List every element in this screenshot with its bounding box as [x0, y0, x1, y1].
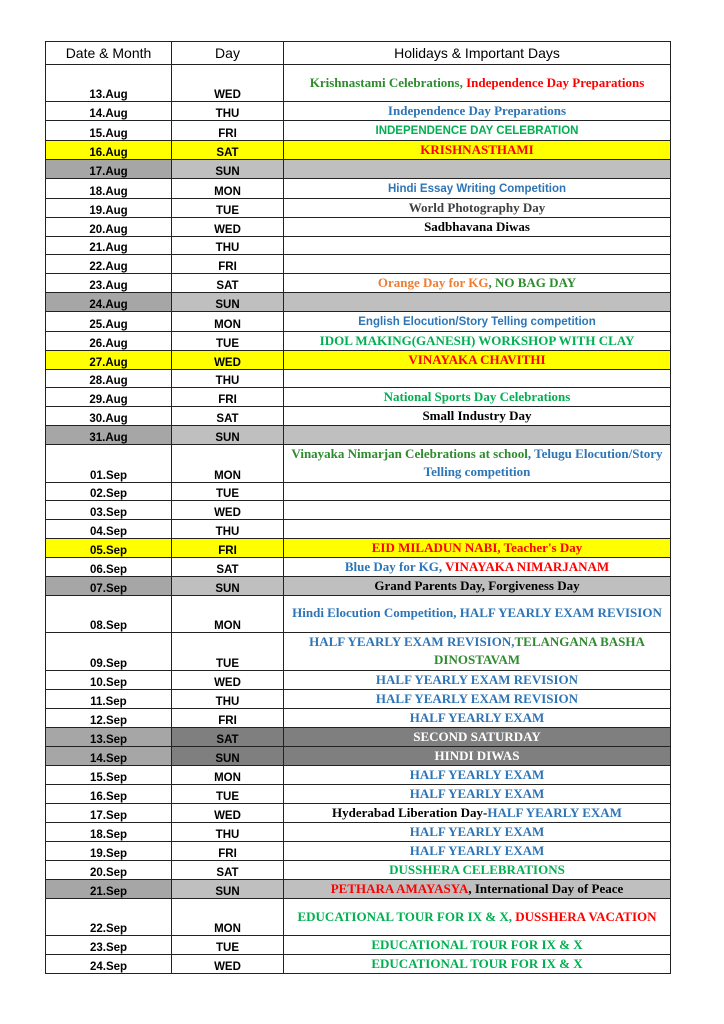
table-row: [46, 426, 671, 445]
table-row: [46, 273, 671, 292]
day-cell: SAT: [172, 273, 284, 292]
holiday-cell: [284, 331, 671, 350]
date-cell: 13.Sep: [46, 727, 172, 746]
holiday-cell: [284, 388, 671, 407]
holiday-cell: [284, 765, 671, 784]
holiday-cell: [284, 898, 671, 935]
table-row: [46, 727, 671, 746]
holiday-text: IDOL MAKING(GANESH) WORKSHOP WITH CLAY: [319, 332, 635, 348]
table-row: [46, 898, 671, 935]
date-cell: 25.Aug: [46, 311, 172, 331]
table-row: [46, 501, 671, 520]
holiday-cell: [284, 746, 671, 765]
holiday-cell: [284, 311, 671, 331]
holiday-cell: [284, 822, 671, 841]
table-row: [46, 689, 671, 708]
date-cell: 31.Aug: [46, 426, 172, 445]
date-cell: 16.Sep: [46, 784, 172, 803]
date-cell: 22.Sep: [46, 898, 172, 935]
table-row: [46, 255, 671, 274]
date-cell: 23.Sep: [46, 935, 172, 954]
holiday-cell: [284, 595, 671, 632]
holiday-cell: [284, 954, 671, 973]
table-row: [46, 65, 671, 102]
day-cell: WED: [172, 65, 284, 102]
table-row: [46, 803, 671, 822]
day-cell: THU: [172, 102, 284, 121]
holiday-cell: [284, 369, 671, 388]
day-cell: THU: [172, 822, 284, 841]
table-row: [46, 632, 671, 670]
table-row: [46, 538, 671, 557]
holiday-cell: [284, 784, 671, 803]
holiday-text: Independence Day Preparations: [387, 103, 567, 119]
holiday-text: EDUCATIONAL TOUR FOR IX & X: [371, 936, 583, 952]
day-cell: SUN: [172, 292, 284, 311]
holiday-cell: [284, 160, 671, 179]
day-cell: SAT: [172, 860, 284, 879]
holiday-cell: [284, 273, 671, 292]
holiday-text: VINAYAKA CHAVITHI: [408, 351, 546, 367]
holiday-text: EDUCATIONAL TOUR FOR IX & X: [371, 955, 583, 971]
table-row: [46, 444, 671, 482]
date-cell: 01.Sep: [46, 444, 172, 482]
holiday-text: Vinayaka Nimarjan Celebrations at school: [291, 445, 528, 461]
day-cell: SUN: [172, 576, 284, 595]
holiday-text: PETHARA AMAYASYA: [330, 880, 469, 896]
holiday-cell: [284, 102, 671, 121]
date-cell: 16.Aug: [46, 141, 172, 160]
table-row: [46, 102, 671, 121]
holiday-cell: [284, 576, 671, 595]
date-cell: 14.Aug: [46, 102, 172, 121]
holiday-text: HALF YEARLY EXAM: [409, 842, 545, 858]
date-cell: 26.Aug: [46, 331, 172, 350]
holiday-text: Hyderabad Liberation Day-: [332, 804, 488, 820]
header-holidays: Holidays & Important Days: [284, 42, 671, 65]
date-cell: 17.Sep: [46, 803, 172, 822]
day-cell: SUN: [172, 426, 284, 445]
day-cell: WED: [172, 670, 284, 689]
table-row: [46, 935, 671, 954]
table-row: [46, 595, 671, 632]
table-row: [46, 178, 671, 198]
holiday-text: VINAYAKA NIMARJANAM: [445, 558, 610, 574]
day-cell: FRI: [172, 121, 284, 141]
table-row: [46, 879, 671, 898]
holiday-text: HALF YEARLY EXAM REVISION: [375, 690, 579, 706]
day-cell: WED: [172, 217, 284, 236]
day-cell: SAT: [172, 407, 284, 426]
date-cell: 21.Sep: [46, 879, 172, 898]
holiday-text: EID MILADUN NABI, Teacher's Day: [371, 539, 583, 555]
holiday-cell: [284, 482, 671, 501]
holiday-cell: [284, 255, 671, 274]
table-row: [46, 160, 671, 179]
day-cell: THU: [172, 689, 284, 708]
date-cell: 04.Sep: [46, 519, 172, 538]
day-cell: FRI: [172, 255, 284, 274]
date-cell: 28.Aug: [46, 369, 172, 388]
date-cell: 15.Sep: [46, 765, 172, 784]
holiday-cell: [284, 236, 671, 255]
holiday-cell: [284, 217, 671, 236]
date-cell: 09.Sep: [46, 632, 172, 670]
holiday-text: Sadbhavana Diwas: [424, 218, 530, 234]
table-row: [46, 482, 671, 501]
date-cell: 30.Aug: [46, 407, 172, 426]
table-row: [46, 765, 671, 784]
holiday-cell: [284, 141, 671, 160]
table-row: [46, 860, 671, 879]
date-cell: 13.Aug: [46, 65, 172, 102]
day-cell: MON: [172, 595, 284, 632]
day-cell: TUE: [172, 935, 284, 954]
holiday-text: DUSSHERA VACATION: [515, 908, 657, 924]
holiday-cell: [284, 879, 671, 898]
holiday-text: , International Day of Peace: [468, 880, 624, 896]
table-row: [46, 841, 671, 860]
date-cell: 14.Sep: [46, 746, 172, 765]
day-cell: TUE: [172, 331, 284, 350]
day-cell: MON: [172, 178, 284, 198]
date-cell: 21.Aug: [46, 236, 172, 255]
table-row: [46, 350, 671, 369]
day-cell: SAT: [172, 141, 284, 160]
holiday-cell: [284, 708, 671, 727]
date-cell: 18.Aug: [46, 178, 172, 198]
table-row: [46, 388, 671, 407]
table-row: [46, 141, 671, 160]
holiday-text: , NO BAG DAY: [488, 274, 577, 290]
holiday-cell: [284, 65, 671, 102]
date-cell: 18.Sep: [46, 822, 172, 841]
holiday-text: HALF YEARLY EXAM: [409, 709, 545, 725]
table-row: [46, 576, 671, 595]
date-cell: 29.Aug: [46, 388, 172, 407]
date-cell: 20.Sep: [46, 860, 172, 879]
date-cell: 03.Sep: [46, 501, 172, 520]
holiday-text: Grand Parents Day, Forgiveness Day: [374, 577, 580, 593]
table-row: [46, 236, 671, 255]
holiday-text: Krishnastami Celebrations: [309, 74, 460, 90]
day-cell: SUN: [172, 879, 284, 898]
holiday-cell: [284, 178, 671, 198]
table-row: [46, 311, 671, 331]
day-cell: THU: [172, 519, 284, 538]
date-cell: 23.Aug: [46, 273, 172, 292]
holiday-text: Blue Day for KG,: [344, 558, 446, 574]
day-cell: FRI: [172, 388, 284, 407]
holiday-text: HALF YEARLY EXAM: [409, 823, 545, 839]
holiday-cell: [284, 444, 671, 482]
date-cell: 08.Sep: [46, 595, 172, 632]
holiday-cell: [284, 670, 671, 689]
holiday-text: HALF YEARLY EXAM REVISION: [375, 671, 579, 687]
date-cell: 10.Sep: [46, 670, 172, 689]
holiday-cell: [284, 557, 671, 576]
holiday-text: English Elocution/Story Telling competition: [358, 315, 596, 328]
holiday-cell: [284, 727, 671, 746]
holiday-text: SECOND SATURDAY: [413, 728, 541, 744]
holiday-text: HALF YEARLY EXAM: [409, 766, 545, 782]
day-cell: WED: [172, 350, 284, 369]
holiday-text: HINDI DIWAS: [434, 747, 520, 763]
day-cell: FRI: [172, 708, 284, 727]
table-row: [46, 746, 671, 765]
holiday-text: World Photography Day: [408, 199, 546, 215]
date-cell: 11.Sep: [46, 689, 172, 708]
date-cell: 20.Aug: [46, 217, 172, 236]
holiday-cell: [284, 426, 671, 445]
table-row: [46, 407, 671, 426]
date-cell: 24.Sep: [46, 954, 172, 973]
table-row: [46, 670, 671, 689]
table-row: [46, 708, 671, 727]
holiday-cell: [284, 121, 671, 141]
holiday-calendar-table: [45, 41, 671, 974]
table-row: [46, 198, 671, 217]
holiday-text: Hindi Elocution Competition, HALF YEARLY EXAM REVISION: [292, 605, 662, 621]
table-body: [46, 65, 671, 974]
holiday-cell: [284, 841, 671, 860]
holiday-text: , Telugu Elocution/Story Telling competition: [423, 445, 663, 480]
holiday-text: Hindi Essay Writing Competition: [387, 182, 567, 195]
holiday-cell: [284, 860, 671, 879]
date-cell: 07.Sep: [46, 576, 172, 595]
holiday-cell: [284, 803, 671, 822]
holiday-text: Independence Day Preparations: [466, 74, 645, 90]
holiday-text: HALF YEARLY EXAM REVISION,: [309, 633, 515, 649]
holiday-cell: [284, 935, 671, 954]
day-cell: WED: [172, 803, 284, 822]
date-cell: 15.Aug: [46, 121, 172, 141]
table-row: [46, 557, 671, 576]
holiday-cell: [284, 689, 671, 708]
date-cell: 05.Sep: [46, 538, 172, 557]
holiday-text: TELANGANA BASHA DINOSTAVAM: [434, 633, 645, 668]
holiday-cell: [284, 292, 671, 311]
holiday-text: Small Industry Day: [422, 408, 532, 424]
table-row: [46, 954, 671, 973]
holiday-cell: [284, 632, 671, 670]
day-cell: THU: [172, 236, 284, 255]
holiday-text: HALF YEARLY EXAM: [487, 804, 622, 820]
table-row: [46, 292, 671, 311]
day-cell: TUE: [172, 198, 284, 217]
holiday-text: ,: [459, 74, 467, 90]
date-cell: 22.Aug: [46, 255, 172, 274]
holiday-cell: [284, 198, 671, 217]
holiday-cell: [284, 538, 671, 557]
table-row: [46, 519, 671, 538]
day-cell: MON: [172, 444, 284, 482]
date-cell: 19.Sep: [46, 841, 172, 860]
holiday-text: Orange Day for KG: [377, 274, 489, 290]
date-cell: 27.Aug: [46, 350, 172, 369]
day-cell: SUN: [172, 746, 284, 765]
day-cell: TUE: [172, 632, 284, 670]
date-cell: 12.Sep: [46, 708, 172, 727]
date-cell: 17.Aug: [46, 160, 172, 179]
day-cell: MON: [172, 898, 284, 935]
day-cell: WED: [172, 501, 284, 520]
table-row: [46, 784, 671, 803]
day-cell: THU: [172, 369, 284, 388]
day-cell: MON: [172, 765, 284, 784]
day-cell: FRI: [172, 538, 284, 557]
holiday-text: INDEPENDENCE DAY CELEBRATION: [375, 125, 579, 138]
holiday-cell: [284, 350, 671, 369]
header-day: Day: [172, 42, 284, 65]
date-cell: 19.Aug: [46, 198, 172, 217]
day-cell: WED: [172, 954, 284, 973]
day-cell: SAT: [172, 727, 284, 746]
table-row: [46, 121, 671, 141]
day-cell: FRI: [172, 841, 284, 860]
holiday-cell: [284, 519, 671, 538]
table-row: [46, 217, 671, 236]
day-cell: TUE: [172, 482, 284, 501]
date-cell: 24.Aug: [46, 292, 172, 311]
holiday-text: EDUCATIONAL TOUR FOR IX & X,: [297, 908, 516, 924]
day-cell: TUE: [172, 784, 284, 803]
table-row: [46, 331, 671, 350]
holiday-text: HALF YEARLY EXAM: [409, 785, 545, 801]
holiday-text: DUSSHERA CELEBRATIONS: [389, 861, 565, 877]
day-cell: MON: [172, 311, 284, 331]
day-cell: SAT: [172, 557, 284, 576]
header-date-month: Date & Month: [46, 42, 172, 65]
day-cell: SUN: [172, 160, 284, 179]
holiday-text: National Sports Day Celebrations: [383, 389, 571, 405]
holiday-text: KRISHNASTHAMI: [420, 142, 534, 158]
holiday-cell: [284, 407, 671, 426]
date-cell: 06.Sep: [46, 557, 172, 576]
table-row: [46, 369, 671, 388]
date-cell: 02.Sep: [46, 482, 172, 501]
holiday-cell: [284, 501, 671, 520]
table-row: [46, 822, 671, 841]
table-header-row: [46, 42, 671, 65]
